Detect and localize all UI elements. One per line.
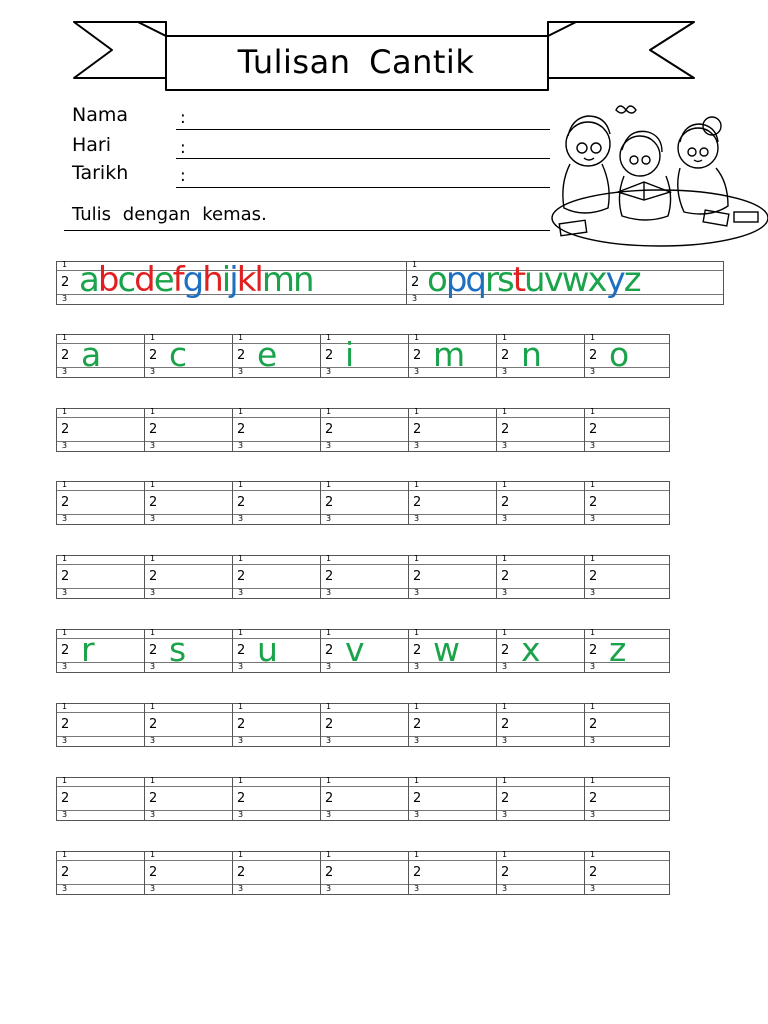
guide-number-3: 3 — [502, 810, 508, 819]
guide-number-3: 3 — [62, 884, 68, 893]
guide-number-2: 2 — [501, 865, 510, 880]
guide-number-1: 1 — [326, 407, 332, 416]
practice-cell[interactable] — [496, 777, 584, 821]
practice-cell[interactable] — [232, 629, 320, 673]
practice-row — [56, 777, 670, 821]
guide-number-3: 3 — [414, 367, 420, 376]
alphabet-letter-b: b — [97, 260, 118, 300]
guide-number-1: 1 — [590, 480, 596, 489]
guide-number-3: 3 — [238, 810, 244, 819]
practice-cell[interactable] — [56, 334, 144, 378]
guide-number-1: 1 — [238, 850, 244, 859]
guide-number-2: 2 — [589, 495, 598, 510]
guide-number-2: 2 — [61, 275, 70, 290]
guide-number-1: 1 — [414, 702, 420, 711]
practice-cell[interactable] — [56, 851, 144, 895]
guide-number-1: 1 — [502, 554, 508, 563]
alphabet-letter-m: m — [261, 260, 293, 300]
guide-number-1: 1 — [326, 333, 332, 342]
practice-cell[interactable] — [496, 851, 584, 895]
practice-letter-c: c — [169, 335, 188, 374]
guide-number-2: 2 — [237, 791, 246, 806]
practice-cell[interactable] — [56, 629, 144, 673]
guide-number-3: 3 — [326, 736, 332, 745]
guide-number-1: 1 — [150, 628, 156, 637]
guide-number-2: 2 — [149, 865, 158, 880]
guide-number-1: 1 — [590, 628, 596, 637]
guide-number-3: 3 — [590, 514, 596, 523]
guide-number-1: 1 — [62, 260, 68, 269]
guide-number-2: 2 — [501, 569, 510, 584]
guide-number-3: 3 — [590, 367, 596, 376]
guide-number-2: 2 — [413, 791, 422, 806]
practice-cell[interactable] — [584, 408, 670, 452]
guide-number-2: 2 — [61, 495, 70, 510]
practice-cell[interactable] — [56, 481, 144, 525]
guide-number-1: 1 — [62, 407, 68, 416]
guide-number-2: 2 — [413, 865, 422, 880]
practice-cell[interactable] — [144, 629, 232, 673]
guide-number-2: 2 — [325, 348, 334, 363]
guide-number-1: 1 — [62, 702, 68, 711]
guide-number-2: 2 — [501, 643, 510, 658]
guide-number-2: 2 — [413, 422, 422, 437]
practice-cell[interactable] — [584, 703, 670, 747]
guide-number-1: 1 — [414, 628, 420, 637]
guide-number-3: 3 — [150, 736, 156, 745]
guide-number-3: 3 — [238, 884, 244, 893]
guide-number-2: 2 — [589, 569, 598, 584]
guide-number-3: 3 — [238, 441, 244, 450]
guide-number-1: 1 — [62, 554, 68, 563]
guide-number-2: 2 — [61, 569, 70, 584]
page-title: Tulisan Cantik — [237, 43, 475, 81]
guide-number-3: 3 — [412, 294, 418, 303]
guide-number-1: 1 — [150, 776, 156, 785]
guide-number-3: 3 — [590, 662, 596, 671]
practice-row — [56, 555, 670, 599]
alphabet-letter-g: g — [182, 260, 203, 300]
practice-cell[interactable] — [232, 777, 320, 821]
guide-number-3: 3 — [590, 736, 596, 745]
alphabet-letter-f: f — [172, 260, 183, 300]
practice-cell[interactable] — [408, 481, 496, 525]
alphabet-letter-o: o — [427, 260, 446, 300]
guide-number-3: 3 — [238, 367, 244, 376]
practice-cell[interactable] — [320, 481, 408, 525]
guide-number-3: 3 — [326, 367, 332, 376]
practice-cell[interactable] — [584, 555, 670, 599]
practice-row — [56, 629, 670, 673]
guide-number-2: 2 — [413, 717, 422, 732]
practice-cell[interactable] — [496, 334, 584, 378]
practice-cell[interactable] — [408, 334, 496, 378]
alphabet-letter-j: j — [229, 260, 237, 300]
practice-letter-z: z — [609, 630, 627, 669]
practice-cell[interactable] — [320, 703, 408, 747]
practice-cell[interactable] — [584, 777, 670, 821]
guide-number-3: 3 — [62, 294, 68, 303]
guide-number-2: 2 — [237, 495, 246, 510]
guide-number-1: 1 — [414, 776, 420, 785]
guide-number-2: 2 — [61, 422, 70, 437]
practice-cell[interactable] — [144, 408, 232, 452]
guide-number-2: 2 — [589, 643, 598, 658]
guide-number-3: 3 — [502, 884, 508, 893]
guide-number-1: 1 — [590, 333, 596, 342]
guide-number-1: 1 — [150, 333, 156, 342]
guide-number-3: 3 — [62, 367, 68, 376]
practice-cell[interactable] — [320, 408, 408, 452]
guide-number-2: 2 — [325, 643, 334, 658]
guide-number-3: 3 — [326, 884, 332, 893]
guide-number-2: 2 — [237, 865, 246, 880]
guide-number-1: 1 — [502, 480, 508, 489]
guide-number-2: 2 — [149, 643, 158, 658]
guide-number-3: 3 — [238, 662, 244, 671]
guide-number-1: 1 — [414, 850, 420, 859]
alphabet-letter-p: p — [445, 260, 466, 300]
alphabet-letter-s: s — [496, 260, 513, 300]
guide-number-1: 1 — [414, 333, 420, 342]
practice-cell[interactable] — [56, 703, 144, 747]
practice-letter-a: a — [81, 335, 102, 374]
practice-cell[interactable] — [144, 851, 232, 895]
practice-cell[interactable] — [408, 777, 496, 821]
field-label-hari: Hari — [72, 134, 112, 156]
guide-number-3: 3 — [414, 441, 420, 450]
practice-letter-x: x — [521, 630, 541, 669]
guide-number-1: 1 — [150, 407, 156, 416]
practice-row — [56, 408, 670, 452]
guide-number-2: 2 — [149, 791, 158, 806]
alphabet-letter-n: n — [292, 260, 313, 300]
guide-number-3: 3 — [414, 736, 420, 745]
guide-number-1: 1 — [238, 480, 244, 489]
practice-cell[interactable] — [232, 703, 320, 747]
guide-number-3: 3 — [150, 441, 156, 450]
guide-number-2: 2 — [237, 569, 246, 584]
practice-letter-v: v — [345, 630, 365, 669]
guide-number-1: 1 — [502, 776, 508, 785]
guide-number-2: 2 — [501, 495, 510, 510]
practice-cell[interactable] — [144, 703, 232, 747]
practice-letter-e: e — [257, 335, 278, 374]
guide-number-1: 1 — [238, 554, 244, 563]
guide-number-1: 1 — [238, 333, 244, 342]
guide-number-3: 3 — [502, 736, 508, 745]
guide-number-2: 2 — [501, 791, 510, 806]
practice-cell[interactable] — [320, 777, 408, 821]
guide-number-3: 3 — [62, 810, 68, 819]
guide-number-1: 1 — [414, 554, 420, 563]
alphabet-letter-y: y — [605, 260, 624, 300]
alphabet-letter-l: l — [254, 260, 262, 300]
alphabet-cell-first-half — [56, 261, 406, 305]
field-colon: : — [180, 166, 186, 186]
practice-cell[interactable] — [408, 851, 496, 895]
guide-number-3: 3 — [150, 514, 156, 523]
guide-number-2: 2 — [589, 791, 598, 806]
guide-number-3: 3 — [502, 588, 508, 597]
field-colon: : — [180, 138, 186, 158]
practice-cell[interactable] — [584, 334, 670, 378]
practice-letter-i: i — [345, 335, 355, 374]
guide-number-3: 3 — [502, 367, 508, 376]
guide-number-3: 3 — [414, 884, 420, 893]
practice-cell[interactable] — [144, 777, 232, 821]
guide-number-1: 1 — [590, 850, 596, 859]
guide-number-2: 2 — [411, 275, 420, 290]
field-colon: : — [180, 108, 186, 128]
practice-cell[interactable] — [232, 555, 320, 599]
practice-cell[interactable] — [408, 703, 496, 747]
field-label-tarikh: Tarikh — [72, 162, 129, 184]
alphabet-letter-i: i — [221, 260, 230, 300]
guide-number-3: 3 — [238, 588, 244, 597]
guide-number-3: 3 — [502, 662, 508, 671]
field-label-nama: Nama — [72, 104, 129, 126]
alphabet-letter-v: v — [543, 260, 562, 300]
practice-letter-r: r — [81, 630, 95, 669]
guide-number-3: 3 — [150, 884, 156, 893]
practice-cell[interactable] — [408, 408, 496, 452]
alphabet-reference-row — [56, 261, 724, 305]
practice-cell[interactable] — [144, 334, 232, 378]
guide-number-3: 3 — [238, 514, 244, 523]
guide-number-3: 3 — [590, 441, 596, 450]
guide-number-3: 3 — [62, 514, 68, 523]
guide-number-2: 2 — [149, 422, 158, 437]
guide-number-2: 2 — [61, 865, 70, 880]
guide-number-2: 2 — [237, 643, 246, 658]
practice-cell[interactable] — [144, 481, 232, 525]
alphabet-first-half — [79, 258, 313, 302]
practice-cell[interactable] — [320, 851, 408, 895]
guide-number-3: 3 — [62, 441, 68, 450]
practice-cell[interactable] — [232, 408, 320, 452]
alphabet-letter-r: r — [485, 260, 497, 300]
kids-reading-illustration — [548, 100, 768, 250]
guide-number-1: 1 — [238, 702, 244, 711]
alphabet-letter-h: h — [202, 260, 222, 300]
guide-number-2: 2 — [61, 717, 70, 732]
guide-number-2: 2 — [237, 422, 246, 437]
guide-number-2: 2 — [149, 348, 158, 363]
practice-cell[interactable] — [232, 481, 320, 525]
practice-row — [56, 851, 670, 895]
alphabet-second-half — [427, 258, 640, 302]
alphabet-letter-q: q — [465, 260, 485, 300]
guide-number-3: 3 — [326, 662, 332, 671]
guide-number-2: 2 — [589, 422, 598, 437]
guide-number-2: 2 — [325, 791, 334, 806]
guide-number-3: 3 — [326, 514, 332, 523]
hari-write-line[interactable] — [176, 158, 550, 159]
guide-number-2: 2 — [325, 495, 334, 510]
guide-number-1: 1 — [414, 407, 420, 416]
guide-number-1: 1 — [238, 407, 244, 416]
nama-write-line[interactable] — [176, 129, 550, 130]
practice-cell[interactable] — [496, 408, 584, 452]
alphabet-letter-k: k — [236, 260, 255, 300]
guide-number-2: 2 — [237, 348, 246, 363]
guide-number-2: 2 — [589, 717, 598, 732]
practice-row — [56, 334, 670, 378]
guide-number-2: 2 — [325, 422, 334, 437]
guide-number-3: 3 — [62, 662, 68, 671]
guide-number-1: 1 — [502, 702, 508, 711]
practice-letter-s: s — [169, 630, 187, 669]
practice-cell[interactable] — [56, 777, 144, 821]
guide-number-1: 1 — [326, 554, 332, 563]
guide-number-3: 3 — [62, 736, 68, 745]
alphabet-letter-e: e — [153, 260, 173, 300]
guide-number-2: 2 — [325, 717, 334, 732]
guide-number-2: 2 — [149, 495, 158, 510]
guide-number-1: 1 — [502, 628, 508, 637]
practice-cell[interactable] — [408, 629, 496, 673]
guide-number-1: 1 — [62, 776, 68, 785]
guide-number-3: 3 — [502, 441, 508, 450]
guide-number-3: 3 — [62, 588, 68, 597]
alphabet-letter-c: c — [117, 260, 135, 300]
practice-cell[interactable] — [496, 703, 584, 747]
guide-number-2: 2 — [501, 348, 510, 363]
guide-number-1: 1 — [412, 260, 418, 269]
guide-number-1: 1 — [326, 850, 332, 859]
guide-number-2: 2 — [589, 865, 598, 880]
guide-number-3: 3 — [590, 588, 596, 597]
practice-cell[interactable] — [320, 555, 408, 599]
practice-cell[interactable] — [408, 555, 496, 599]
guide-number-1: 1 — [326, 480, 332, 489]
guide-number-2: 2 — [501, 717, 510, 732]
guide-number-3: 3 — [150, 367, 156, 376]
alphabet-letter-d: d — [134, 260, 154, 300]
guide-number-2: 2 — [501, 422, 510, 437]
practice-cell[interactable] — [56, 408, 144, 452]
guide-number-3: 3 — [326, 441, 332, 450]
guide-number-1: 1 — [150, 850, 156, 859]
guide-number-2: 2 — [325, 865, 334, 880]
guide-number-1: 1 — [238, 628, 244, 637]
alphabet-letter-w: w — [561, 260, 588, 300]
practice-cell[interactable] — [144, 555, 232, 599]
guide-number-2: 2 — [149, 569, 158, 584]
guide-number-2: 2 — [413, 569, 422, 584]
guide-number-1: 1 — [502, 850, 508, 859]
guide-number-3: 3 — [238, 736, 244, 745]
guide-number-1: 1 — [150, 702, 156, 711]
guide-number-1: 1 — [502, 407, 508, 416]
guide-number-3: 3 — [150, 588, 156, 597]
practice-cell[interactable] — [496, 481, 584, 525]
instruction-underline — [64, 230, 550, 231]
guide-number-1: 1 — [238, 776, 244, 785]
guide-number-3: 3 — [326, 810, 332, 819]
practice-row — [56, 481, 670, 525]
guide-number-2: 2 — [413, 348, 422, 363]
alphabet-letter-z: z — [623, 260, 640, 300]
guide-number-3: 3 — [150, 810, 156, 819]
alphabet-cell-second-half — [406, 261, 724, 305]
alphabet-letter-a: a — [79, 260, 98, 300]
guide-number-3: 3 — [414, 588, 420, 597]
alphabet-letter-x: x — [587, 260, 606, 300]
guide-number-3: 3 — [590, 884, 596, 893]
practice-letter-o: o — [609, 335, 630, 374]
practice-cell[interactable] — [496, 629, 584, 673]
guide-number-2: 2 — [61, 791, 70, 806]
practice-row — [56, 703, 670, 747]
practice-letter-n: n — [521, 335, 542, 374]
guide-number-2: 2 — [413, 643, 422, 658]
practice-cell[interactable] — [320, 334, 408, 378]
guide-number-2: 2 — [589, 348, 598, 363]
guide-number-3: 3 — [326, 588, 332, 597]
guide-number-1: 1 — [590, 554, 596, 563]
guide-number-3: 3 — [590, 810, 596, 819]
guide-number-2: 2 — [413, 495, 422, 510]
guide-number-1: 1 — [590, 702, 596, 711]
tarikh-write-line[interactable] — [176, 187, 550, 188]
practice-letter-m: m — [433, 335, 466, 374]
guide-number-3: 3 — [414, 810, 420, 819]
guide-number-2: 2 — [61, 348, 70, 363]
guide-number-3: 3 — [502, 514, 508, 523]
guide-number-1: 1 — [414, 480, 420, 489]
practice-cell[interactable] — [320, 629, 408, 673]
guide-number-2: 2 — [237, 717, 246, 732]
practice-letter-u: u — [257, 630, 278, 669]
guide-number-1: 1 — [62, 333, 68, 342]
guide-number-1: 1 — [590, 407, 596, 416]
guide-number-1: 1 — [150, 480, 156, 489]
practice-cell[interactable] — [584, 629, 670, 673]
practice-cell[interactable] — [232, 334, 320, 378]
guide-number-2: 2 — [61, 643, 70, 658]
guide-number-1: 1 — [62, 850, 68, 859]
practice-cell[interactable] — [232, 851, 320, 895]
instruction-text: Tulis dengan kemas. — [72, 204, 267, 225]
practice-cell[interactable] — [584, 481, 670, 525]
guide-number-2: 2 — [325, 569, 334, 584]
alphabet-letter-u: u — [524, 260, 544, 300]
guide-number-1: 1 — [62, 628, 68, 637]
guide-number-3: 3 — [150, 662, 156, 671]
guide-number-1: 1 — [150, 554, 156, 563]
alphabet-letter-t: t — [512, 260, 525, 300]
practice-cell[interactable] — [496, 555, 584, 599]
practice-letter-w: w — [433, 630, 460, 669]
guide-number-3: 3 — [414, 662, 420, 671]
guide-number-1: 1 — [326, 702, 332, 711]
guide-number-2: 2 — [149, 717, 158, 732]
guide-number-1: 1 — [502, 333, 508, 342]
guide-number-1: 1 — [326, 628, 332, 637]
practice-cell[interactable] — [56, 555, 144, 599]
guide-number-1: 1 — [326, 776, 332, 785]
guide-number-3: 3 — [414, 514, 420, 523]
guide-number-1: 1 — [590, 776, 596, 785]
practice-cell[interactable] — [584, 851, 670, 895]
guide-number-1: 1 — [62, 480, 68, 489]
